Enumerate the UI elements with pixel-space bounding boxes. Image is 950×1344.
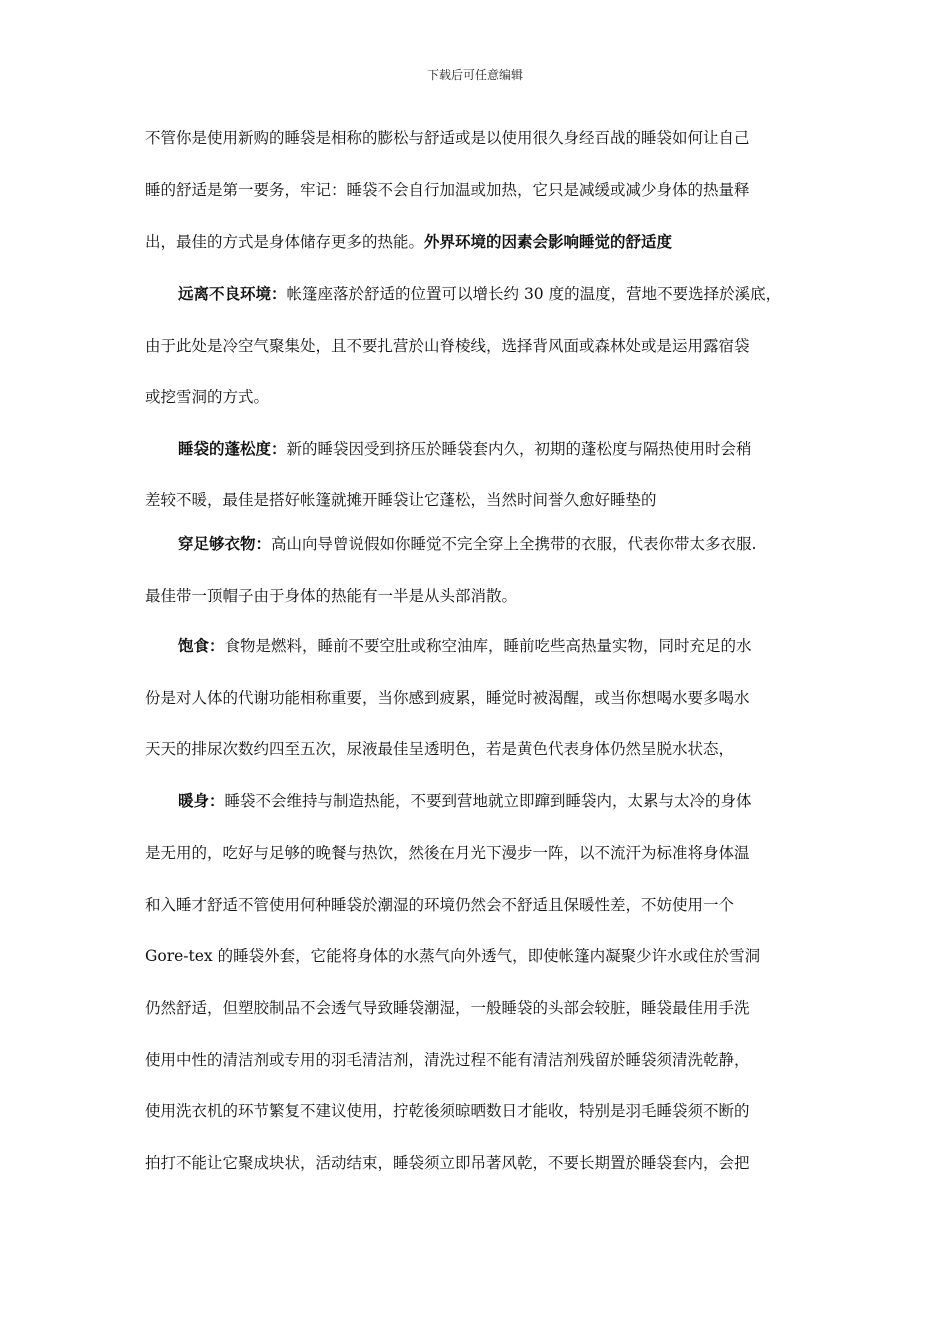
item-heading: 睡袋的蓬松度： [178,439,287,458]
paragraph-line: 拍打不能让它聚成块状，活动结束，睡袋须立即吊著风乾，不要长期置於睡袋套内，会把 [145,1154,750,1172]
paragraph-line: 差较不暖，最佳是搭好帐篷就摊开睡袋让它蓬松，当然时间誉久愈好睡垫的 [145,491,657,509]
paragraph-line: 仍然舒适，但塑胶制品不会透气导致睡袋潮湿，一般睡袋的头部会较脏，睡袋最佳用手洗 [145,999,750,1017]
paragraph-line: 睡的舒适是第一要务，牢记：睡袋不会自行加温或加热，它只是减缓或减少身体的热量释 [145,181,750,199]
page-header: 下载后可任意编辑 [426,68,523,82]
paragraph-line: 饱食：食物是燃料，睡前不要空肚或称空油库，睡前吃些高热量实物，同时充足的水 [178,636,752,655]
paragraph-line: 或挖雪洞的方式。 [145,388,270,406]
paragraph-line: 远离不良环境：帐篷座落於舒适的位置可以增长约 30 度的温度，营地不要选择於溪底， [178,284,782,303]
item-heading: 穿足够衣物： [178,534,272,553]
paragraph-line: 穿足够衣物：高山向导曾说假如你睡觉不完全穿上全携带的衣服，代表你带太多衣服. [178,534,757,553]
item-heading: 饱食： [178,636,225,655]
paragraph-line: 是无用的，吃好与足够的晚餐与热饮，然後在月光下漫步一阵，以不流汗为标准将身体温 [145,844,750,862]
paragraph-line: 最佳带一顶帽子由于身体的热能有一半是从头部消散。 [145,587,518,605]
paragraph-line: 暖身：睡袋不会维持与制造热能，不要到营地就立即蹿到睡袋内，太累与太冷的身体 [178,791,752,810]
paragraph-line: Gore-tex 的睡袋外套，它能将身体的水蒸气向外透气，即使帐篷内凝聚少许水或住於雪洞 [145,947,761,965]
paragraph-line: 睡袋的蓬松度：新的睡袋因受到挤压於睡袋套内久，初期的蓬松度与隔热使用时会稍 [178,439,752,458]
paragraph-line: 不管你是使用新购的睡袋是相称的膨松与舒适或是以使用很久身经百战的睡袋如何让自己 [145,129,750,147]
paragraph-line: 出，最佳的方式是身体储存更多的热能。外界环境的因素会影响睡觉的舒适度 [145,232,673,251]
paragraph-line: 由于此处是冷空气聚集处，且不要扎营於山脊棱线，选择背风面或森林处或是运用露宿袋 [145,337,750,355]
paragraph-line: 份是对人体的代谢功能相称重要，当你感到疲累，睡觉时被渴醒，或当你想喝水要多喝水 [145,689,750,707]
paragraph-line: 天天的排尿次数约四至五次，尿液最佳呈透明色，若是黄色代表身体仍然呈脱水状态， [145,740,735,758]
paragraph-line: 使用洗衣机的环节繁复不建议使用，拧乾後须晾晒数日才能收，特别是羽毛睡袋须不断的 [145,1102,750,1120]
section-heading: 外界环境的因素会影响睡觉的舒适度 [424,232,673,251]
paragraph-line: 使用中性的清洁剂或专用的羽毛清洁剂，清洗过程不能有清洁剂残留於睡袋须清洗乾静， [145,1051,750,1069]
paragraph-line: 和入睡才舒适不管使用何种睡袋於潮湿的环境仍然会不舒适且保暖性差，不妨使用一个 [145,896,735,914]
item-heading: 远离不良环境： [178,284,287,303]
item-heading: 暖身： [178,791,225,810]
